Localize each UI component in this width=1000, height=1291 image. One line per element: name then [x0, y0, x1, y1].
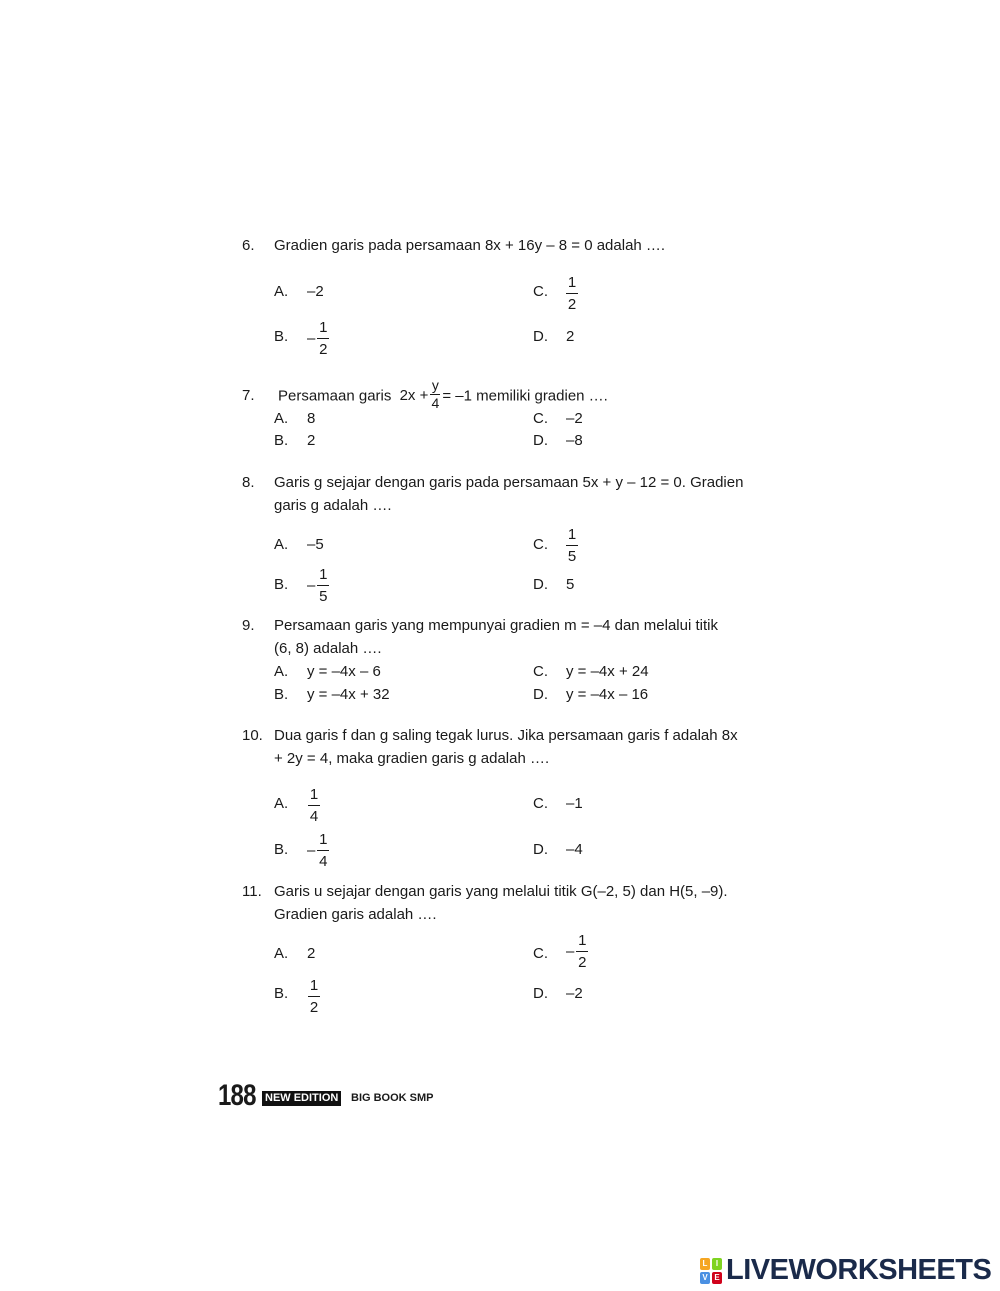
q10-option-b-fraction[interactable]	[307, 831, 329, 870]
q11-option-c-fraction[interactable]	[566, 932, 588, 971]
question-10-line2: + 2y = 4, maka gradien garis g adalah ….	[274, 750, 550, 767]
question-9-line1: Persamaan garis yang mempunyai gradien m = –4 dan melalui titik	[274, 617, 718, 634]
logo-letter: I	[712, 1258, 722, 1270]
question-10-number: 10.	[242, 727, 263, 744]
fraction-numerator: 1	[309, 786, 319, 803]
fraction-denominator: 5	[567, 548, 577, 565]
equation-numerator: y	[431, 377, 439, 393]
fraction-numerator: 1	[319, 831, 328, 848]
q10-option-a-letter: A.	[274, 795, 289, 812]
q9-option-d-letter: D.	[533, 686, 548, 703]
q11-option-a-letter: A.	[274, 945, 289, 962]
q10-option-a-fraction[interactable]	[308, 786, 320, 825]
question-6-text: Gradien garis pada persamaan 8x + 16y – 8 = 0 adalah ….	[274, 237, 666, 254]
q9-option-b-value[interactable]: y = –4x + 32	[307, 686, 390, 703]
q10-option-b-letter: B.	[274, 841, 289, 858]
q8-option-a-value[interactable]: –5	[307, 536, 324, 553]
fraction-numerator: 1	[567, 526, 577, 543]
q9-option-c-value[interactable]: y = –4x + 24	[566, 663, 649, 680]
fraction-numerator: 1	[567, 274, 577, 291]
question-11-line1: Garis u sejajar dengan garis yang melalui titik G(–2, 5) dan H(5, –9).	[274, 883, 728, 900]
q7-option-c-letter: C.	[533, 410, 548, 427]
fraction-denominator: 2	[567, 296, 577, 313]
question-8-line2: garis g adalah ….	[274, 497, 392, 514]
q10-option-d-value[interactable]: –4	[566, 841, 583, 858]
page-number: 188	[218, 1079, 256, 1112]
q10-option-c-value[interactable]: –1	[566, 795, 583, 812]
q11-option-d-letter: D.	[533, 985, 548, 1002]
fraction-denominator: 2	[578, 954, 587, 971]
q10-option-d-letter: D.	[533, 841, 548, 858]
q6-option-a-letter: A.	[274, 283, 289, 300]
question-7-text: Persamaan garis 2x + $\frac{y}{4}$ = –1 memiliki gradien ….	[278, 377, 608, 411]
q9-option-b-letter: B.	[274, 686, 289, 703]
question-11-line2: Gradien garis adalah ….	[274, 906, 437, 923]
q7-option-b-letter: B.	[274, 432, 289, 449]
fraction-sign: –	[307, 576, 316, 594]
q6-option-d-letter: D.	[533, 328, 548, 345]
equation-denominator: 4	[431, 395, 440, 411]
liveworksheets-brand[interactable]	[700, 1254, 991, 1287]
question-11-number: 11.	[242, 883, 262, 900]
fraction-denominator: 2	[309, 999, 319, 1016]
fraction-numerator: 1	[319, 566, 328, 583]
question-8-number: 8.	[242, 474, 255, 491]
fraction-denominator: 5	[319, 588, 328, 605]
q6-option-a-value[interactable]: –2	[307, 283, 324, 300]
question-10-line1: Dua garis f dan g saling tegak lurus. Jika persamaan garis f adalah 8x	[274, 727, 738, 744]
q8-option-d-value[interactable]: 5	[566, 576, 575, 593]
q7-option-c-value[interactable]: –2	[566, 410, 583, 427]
fraction-denominator: 2	[319, 341, 328, 358]
fraction-numerator: 1	[309, 977, 319, 994]
fraction-numerator: 1	[578, 932, 587, 949]
q7-option-d-value[interactable]: –8	[566, 432, 583, 449]
liveworksheets-logo-icon	[700, 1258, 722, 1284]
q10-option-c-letter: C.	[533, 795, 548, 812]
q6-option-c-letter: C.	[533, 283, 548, 300]
logo-letter: L	[700, 1258, 710, 1270]
q11-option-b-letter: B.	[274, 985, 289, 1002]
logo-letter: V	[700, 1272, 710, 1284]
question-8-line1: Garis g sejajar dengan garis pada persamaan 5x + y – 12 = 0. Gradien	[274, 474, 744, 491]
fraction-sign: –	[307, 329, 316, 347]
fraction-denominator: 4	[319, 853, 328, 870]
q6-option-d-value[interactable]: 2	[566, 328, 575, 345]
q9-option-a-value[interactable]: y = –4x – 6	[307, 663, 381, 680]
question-9-number: 9.	[242, 617, 255, 634]
edition-badge: NEW EDITION	[262, 1091, 341, 1106]
q8-option-b-fraction[interactable]	[307, 566, 329, 605]
question-6-number: 6.	[242, 237, 255, 254]
question-7-number: 7.	[242, 387, 255, 404]
q9-option-d-value[interactable]: y = –4x – 16	[566, 686, 649, 703]
q8-option-c-letter: C.	[533, 536, 548, 553]
q9-option-c-letter: C.	[533, 663, 548, 680]
q7-option-b-value[interactable]: 2	[307, 432, 316, 449]
q8-option-d-letter: D.	[533, 576, 548, 593]
q6-option-b-fraction[interactable]	[307, 319, 329, 358]
q7-option-a-value[interactable]: 8	[307, 410, 316, 427]
q11-option-b-fraction[interactable]	[308, 977, 320, 1016]
q11-option-a-value[interactable]: 2	[307, 945, 316, 962]
q9-option-a-letter: A.	[274, 663, 289, 680]
book-title: BIG BOOK SMP	[351, 1092, 434, 1104]
fraction-denominator: 4	[309, 808, 319, 825]
q8-option-b-letter: B.	[274, 576, 289, 593]
brand-name: LIVEWORKSHEETS	[726, 1254, 992, 1286]
logo-letter: E	[712, 1272, 722, 1284]
q6-option-c-fraction[interactable]	[566, 274, 578, 313]
q11-option-c-letter: C.	[533, 945, 548, 962]
question-9-line2: (6, 8) adalah ….	[274, 640, 382, 657]
q8-option-c-fraction[interactable]	[566, 526, 578, 565]
fraction-numerator: 1	[319, 319, 328, 336]
fraction-sign: –	[566, 942, 575, 960]
q7-option-d-letter: D.	[533, 432, 548, 449]
q8-option-a-letter: A.	[274, 536, 289, 553]
fraction-sign: –	[307, 841, 316, 859]
q7-option-a-letter: A.	[274, 410, 289, 427]
q6-option-b-letter: B.	[274, 328, 289, 345]
q11-option-d-value[interactable]: –2	[566, 985, 583, 1002]
